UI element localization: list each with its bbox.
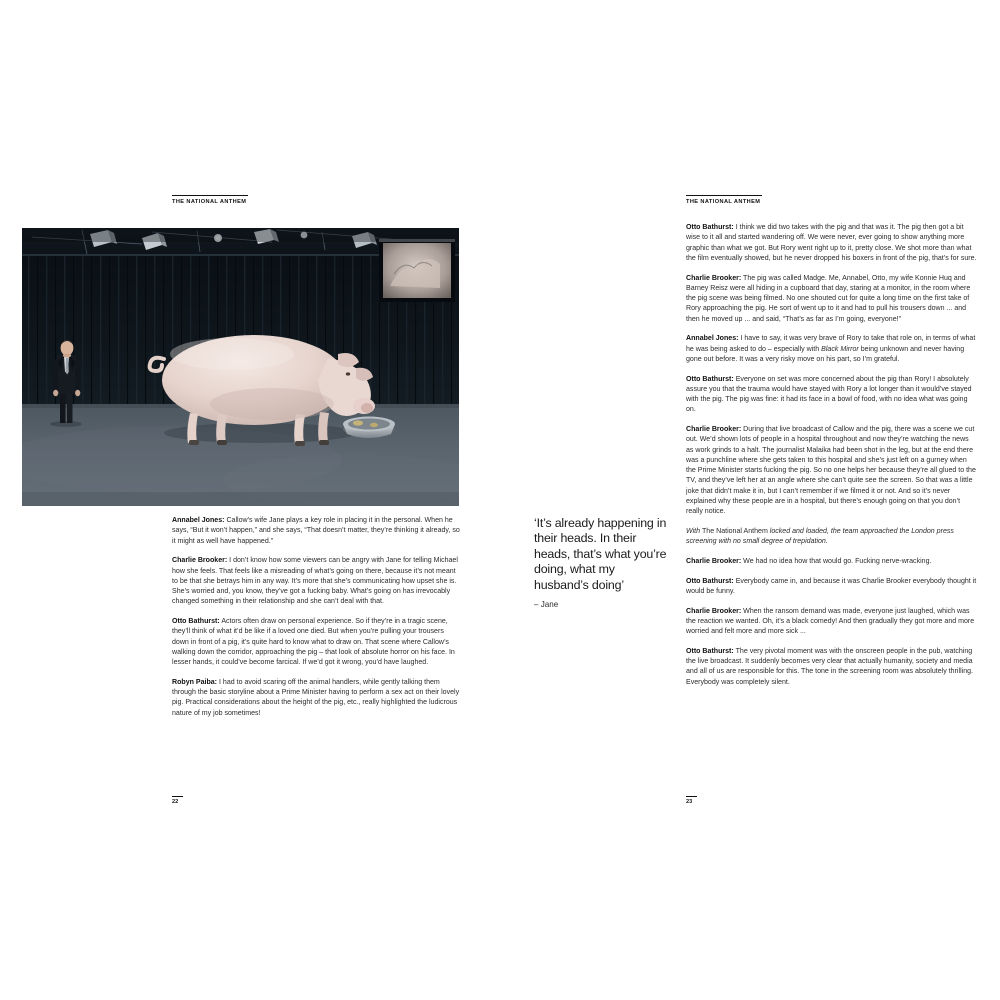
speaker-name: Otto Bathurst: xyxy=(686,647,734,655)
episode-title: The National Anthem xyxy=(702,527,768,535)
feed-bowl xyxy=(343,417,395,439)
title-italic: Black Mirror xyxy=(821,345,859,353)
paragraph xyxy=(686,274,978,325)
left-column-text xyxy=(172,516,460,719)
paragraph xyxy=(172,678,460,719)
speaker-name: Annabel Jones: xyxy=(686,335,739,343)
speaker-name: Charlie Brooker: xyxy=(172,557,228,565)
paragraph-text: When the ransom demand was made, everyone just laughed, which was the reaction we wanted. Oh, it’s a black comedy! And then gradually they got more and more worried and felt more and more sick ... xyxy=(686,607,975,635)
paragraph-text: I don’t know how some viewers can be angry with Jane for telling Michael how she feels. That feels like a misreading of what’s going on there, because it’s not meant to be that she betrays him in any way. It’s more that she’s communicating how upset she is. She’s worried and, you know, they’ve got a fucking baby. What’s going on has irrevocably changed something in their relationship and she can’t deal with that. xyxy=(172,557,458,606)
paragraph xyxy=(686,375,978,416)
pull-quote xyxy=(534,516,670,610)
paragraph-text: I have to say, it was very brave of Rory to take that role on, in terms of what he was being asked to do – especially with xyxy=(686,335,976,353)
speaker-name: Otto Bathurst: xyxy=(686,375,734,383)
paragraph xyxy=(686,557,978,567)
editorial-text: With xyxy=(686,527,702,535)
paragraph xyxy=(686,647,978,688)
paragraph xyxy=(686,607,978,638)
paragraph xyxy=(172,617,460,668)
paragraph-text: The pig was called Madge. Me, Annabel, Otto, my wife Konnie Huq and Barney Reisz were all hiding in a cupboard that day, staring at a monitor, in the room where the pig scene was being filmed. No one shouted cut for quite a long time on the first take of Rory approaching the pig. He sort of went up to it and had to pull his trousers down ... and then he moved up ... and said, “That’s as far as I’m going, everyone!” xyxy=(686,274,971,323)
pull-quote-attribution: – Jane xyxy=(534,600,559,610)
speaker-name: Annabel Jones: xyxy=(172,517,225,524)
paragraph-text: Actors often draw on personal experience. So if they’re in a tragic scene, they’ll think of what it’d be like if a loved one died. But when you’re pulling your trousers down in front of a pig, it’s quite hard to know what to draw on. That scene where Callow’s walking down the corridor, approaching the pig – that look of absolute horror on his face. In lesser hands, it could’ve become farcical. If we’d got it wrong, you’d have laughed. xyxy=(172,618,455,666)
right-column-text xyxy=(686,223,978,688)
paragraph xyxy=(172,556,460,607)
pull-quote-text: ‘It’s already happening in their heads. In their heads, that’s what you’re doing, what my husband’s doing’ xyxy=(534,516,667,592)
set-photograph-image xyxy=(22,228,459,506)
set-photograph xyxy=(22,228,459,506)
running-head-right: THE NATIONAL ANTHEM xyxy=(686,195,762,205)
paragraph-text: The very pivotal moment was with the onscreen people in the pub, watching the live broadcast. It suddenly becomes very clear that actually humanity, society and media and all of us are responsible for this. The tone in the screening room was absolutely thrilling. Everybody was completely silent. xyxy=(686,647,973,686)
editorial-paragraph xyxy=(686,527,978,548)
speaker-name: Otto Bathurst: xyxy=(686,577,734,585)
paragraph-text: being unknown and never having gone out before. It was a very risky move on his part, so I’m grateful. xyxy=(686,345,965,363)
page-number-right: 23 xyxy=(686,796,697,805)
paragraph-text: During that live broadcast of Callow and the pig, there was a scene we cut out. We’d shown lots of people in a hospital throughout and now they’re watching the news as work grinds to a halt. The journalist Malaika had been shot in the leg, but at the end there was a punchline where she gets taken to this hospital and she’s just left on a gurney when the Prime Minister starts fucking the pig. So no one helps her because they’re all glued to the TV, and they’ve left her at an angle where she can’t quite see the screen. So that was a little joke that didn’t make it in, but I can’t remember if we filmed it or not. And so it’s never explained why these people are in a hospital, but there’s enough going on that you don’t really notice. xyxy=(686,426,976,515)
speaker-name: Charlie Brooker: xyxy=(686,426,742,433)
running-head-left: THE NATIONAL ANTHEM xyxy=(172,195,248,205)
paragraph-text: I had to avoid scaring off the animal handlers, while gently talking them through the basic storyline about a Prime Minister having to perform a sex act on their lovely pig. Practical considerations about the height of the pig, etc., really highlighted the ludicrous nature of my job sometimes! xyxy=(172,678,460,717)
paragraph-text: Everyone on set was more concerned about the pig than Rory! I absolutely assure you that the trauma would have stayed with Rory a lot longer than it would’ve stayed with the pig. The pig was fine: it had its face in a bowl of food, with no idea what was going on. xyxy=(686,375,972,414)
paragraph xyxy=(172,516,460,547)
speaker-name: Charlie Brooker: xyxy=(686,557,742,565)
speaker-name: Otto Bathurst: xyxy=(172,618,220,625)
paragraph xyxy=(686,577,978,598)
speaker-name: Charlie Brooker: xyxy=(686,274,742,282)
paragraph-text: Everybody came in, and because it was Charlie Brooker everybody thought it would be funny. xyxy=(686,577,977,595)
speaker-name: Otto Bathurst: xyxy=(686,224,734,231)
paragraph-text: Callow’s wife Jane plays a key role in placing it in the personal. When he says, “But it won’t happen,” and she says, “That doesn’t matter, they’re thinking it already, so it might as well have happened.” xyxy=(172,517,460,545)
speaker-name: Charlie Brooker: xyxy=(686,607,742,615)
paragraph xyxy=(686,425,978,517)
speaker-name: Robyn Paiba: xyxy=(172,678,218,686)
paragraph xyxy=(686,223,978,264)
paragraph xyxy=(686,334,978,365)
page-number-left: 22 xyxy=(172,796,183,805)
paragraph-text: I think we did two takes with the pig and that was it. The pig then got a bit wise to it all and started wandering off. We were never, ever going to show anything more graphic than what we got. But Rory went right up to it, pretty close. We shot more than what the film eventually showed, but he never dropped his boxers in front of the pig, that’s for sure. xyxy=(686,224,977,262)
paragraph-text: We had no idea how that would go. Fucking nerve-wracking. xyxy=(741,557,932,565)
editorial-text: locked and loaded, the team approached the London press screening with no small degree of trepidation. xyxy=(686,527,954,545)
